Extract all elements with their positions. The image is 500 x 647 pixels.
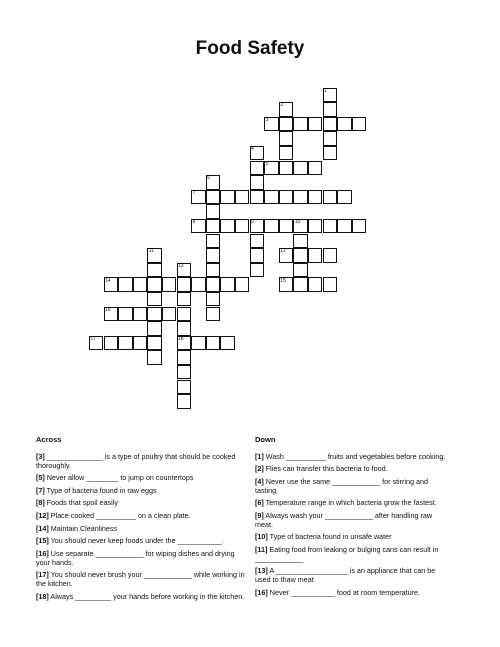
grid-cell[interactable] [279, 131, 294, 146]
grid-cell[interactable] [293, 117, 308, 132]
grid-cell[interactable] [177, 380, 192, 395]
clue-text: Flies can transfer this bacteria to food. [265, 464, 388, 474]
cell-number: 1 [324, 87, 327, 94]
grid-cell[interactable] [206, 248, 221, 263]
clue-number: [2] [255, 464, 264, 474]
grid-cell[interactable] [147, 263, 162, 278]
grid-cell[interactable] [352, 219, 367, 234]
grid-cell[interactable] [206, 190, 221, 205]
grid-cell[interactable] [308, 248, 323, 263]
cell-number: 14 [105, 277, 111, 284]
clue-text: Never ___________ food at room temperature. [269, 587, 421, 597]
grid-cell[interactable] [293, 234, 308, 249]
cell-number: 8 [192, 219, 196, 226]
clue-item [255, 465, 450, 474]
clue-text: Never allow ________ to jump on countertops [46, 473, 194, 483]
grid-cell[interactable] [220, 190, 235, 205]
clue-item [36, 499, 246, 508]
grid-cell[interactable] [177, 350, 192, 365]
clue-text: Always wash your ____________ after handling raw meat. [255, 510, 433, 529]
clue-text: You should never keep foods under the ___________. [50, 536, 224, 546]
grid-cell[interactable] [250, 190, 265, 205]
grid-cell[interactable] [206, 307, 221, 322]
clue-text: Maintain Cleanliness [50, 523, 118, 533]
grid-cell[interactable] [279, 219, 294, 234]
grid-cell[interactable] [250, 248, 265, 263]
clue-item [255, 499, 450, 508]
clue-number: [16] [255, 587, 268, 597]
clue-text: Place cooked __________ on a clean plate. [50, 510, 191, 520]
grid-cell[interactable] [293, 190, 308, 205]
clue-item [36, 487, 246, 496]
grid-cell[interactable] [337, 117, 352, 132]
grid-cell[interactable] [235, 190, 250, 205]
cell-number: 12 [280, 248, 286, 255]
clue-item [255, 567, 450, 585]
clue-item [36, 537, 246, 546]
clue-item [255, 453, 450, 462]
grid-cell[interactable] [308, 161, 323, 176]
clue-text: Foods that spoil easily [46, 498, 118, 508]
grid-cell[interactable] [250, 234, 265, 249]
clue-number: [7] [36, 485, 45, 495]
down-heading: Down [255, 435, 276, 444]
clue-item [255, 512, 450, 530]
clue-text: Eating food from leaking or bulging cans can result in ____________ [255, 544, 439, 563]
clue-item [255, 589, 450, 598]
clue-number: [11] [255, 544, 268, 554]
clue-item [255, 546, 450, 564]
grid-cell[interactable] [279, 190, 294, 205]
down-clue-list [255, 453, 450, 598]
clue-text: Type of bacteria found in raw eggs [46, 485, 157, 495]
grid-cell[interactable] [323, 190, 338, 205]
clue-item [36, 453, 246, 471]
grid-cell[interactable] [147, 321, 162, 336]
clue-item [255, 533, 450, 542]
clue-text: Temperature range in which bacteria grow the fastest. [265, 498, 437, 508]
grid-cell[interactable] [308, 117, 323, 132]
grid-cell[interactable] [133, 277, 148, 292]
grid-cell[interactable] [147, 307, 162, 322]
grid-cell[interactable] [323, 117, 338, 132]
grid-cell[interactable] [323, 277, 338, 292]
clue-text: Wash __________ fruits and vegetables before cooking. [265, 451, 446, 461]
clue-number: [13] [255, 566, 268, 576]
grid-cell[interactable] [293, 263, 308, 278]
grid-cell[interactable] [118, 336, 133, 351]
down-clues [255, 436, 450, 601]
cell-number: 2 [280, 102, 283, 109]
grid-cell[interactable] [133, 336, 148, 351]
clue-text: Always _________ your hands before working in the kitchen. [50, 591, 245, 601]
cell-number: 4 [251, 146, 254, 153]
clue-item [36, 550, 246, 568]
clue-number: [10] [255, 532, 268, 542]
clue-item [36, 593, 246, 602]
grid-cell[interactable] [323, 219, 338, 234]
cell-number: 13 [178, 262, 184, 269]
clue-text: A __________________ is an appliance that can be used to thaw meat [255, 566, 436, 585]
grid-cell[interactable] [293, 248, 308, 263]
clue-item [36, 474, 246, 483]
grid-cell[interactable] [147, 277, 162, 292]
grid-cell[interactable] [220, 219, 235, 234]
across-heading: Across [36, 435, 62, 444]
clue-number: [4] [255, 476, 264, 486]
cell-number: 17 [90, 335, 96, 342]
grid-cell[interactable] [308, 219, 323, 234]
clue-item [36, 571, 246, 589]
grid-cell[interactable] [177, 394, 192, 409]
grid-cell[interactable] [220, 336, 235, 351]
grid-cell[interactable] [133, 307, 148, 322]
grid-cell[interactable] [279, 161, 294, 176]
clue-number: [5] [36, 473, 45, 483]
grid-cell[interactable] [279, 146, 294, 161]
clue-number: [12] [36, 510, 49, 520]
clue-item [36, 512, 246, 521]
grid-cell[interactable] [220, 277, 235, 292]
grid-cell[interactable] [206, 263, 221, 278]
clue-text: Never use the same ____________ for stirring and tasting. [255, 476, 429, 495]
grid-cell[interactable] [323, 146, 338, 161]
grid-cell[interactable] [162, 307, 177, 322]
page-title: Food Safety [195, 38, 305, 59]
grid-cell[interactable] [118, 277, 133, 292]
clue-text: You should never brush your ____________ while working in the kitchen. [36, 570, 245, 588]
clue-item [36, 525, 246, 534]
grid-cell[interactable] [206, 277, 221, 292]
grid-cell[interactable] [235, 219, 250, 234]
cell-number: 11 [148, 248, 154, 255]
clue-number: [17] [36, 570, 49, 580]
clue-text: ______________ is a type of poultry that should be cooked thoroughly. [36, 451, 236, 470]
cell-number: 7 [192, 189, 196, 196]
grid-cell[interactable] [118, 307, 133, 322]
grid-cell[interactable] [323, 102, 338, 117]
across-clue-list [36, 453, 246, 602]
clue-item [255, 478, 450, 496]
clue-text: Type of bacteria found in unsafe water [269, 532, 392, 542]
grid-cell[interactable] [206, 234, 221, 249]
clue-number: [16] [36, 548, 49, 558]
clue-number: [14] [36, 523, 49, 533]
grid-cell[interactable] [177, 277, 192, 292]
grid-cell[interactable] [250, 175, 265, 190]
cell-number: 15 [280, 277, 286, 284]
grid-cell[interactable] [352, 117, 367, 132]
grid-cell[interactable] [323, 248, 338, 263]
grid-cell[interactable] [104, 336, 119, 351]
cell-number: 16 [105, 306, 111, 313]
grid-cell[interactable] [206, 292, 221, 307]
clue-number: [6] [255, 498, 264, 508]
clue-number: [1] [255, 451, 264, 461]
clue-number: [15] [36, 536, 49, 546]
grid-cell[interactable] [279, 117, 294, 132]
cell-number: 10 [294, 219, 301, 226]
grid-cell[interactable] [337, 190, 352, 205]
grid-cell[interactable] [177, 321, 192, 336]
grid-cell[interactable] [177, 365, 192, 380]
grid-cell[interactable] [206, 204, 221, 219]
clue-number: [8] [36, 498, 45, 508]
grid-cell[interactable] [250, 161, 265, 176]
clue-text: Use separate ____________ for wiping dishes and drying your hands. [36, 548, 235, 567]
cell-number: 9 [251, 219, 254, 226]
grid-cell[interactable] [177, 292, 192, 307]
cell-number: 18 [178, 335, 184, 342]
grid-cell[interactable] [337, 219, 352, 234]
clue-number: [18] [36, 591, 49, 601]
grid-cell[interactable] [147, 336, 162, 351]
grid-cell[interactable] [264, 219, 279, 234]
cell-number: 5 [265, 160, 269, 167]
grid-cell[interactable] [206, 336, 221, 351]
grid-cell[interactable] [235, 277, 250, 292]
grid-cell[interactable] [264, 190, 279, 205]
grid-cell[interactable] [147, 350, 162, 365]
grid-cell[interactable] [308, 190, 323, 205]
clue-number: [3] [36, 451, 45, 461]
grid-cell[interactable] [177, 307, 192, 322]
grid-cell[interactable] [147, 292, 162, 307]
grid-cell[interactable] [206, 219, 221, 234]
grid-cell[interactable] [323, 131, 338, 146]
grid-cell[interactable] [308, 277, 323, 292]
grid-cell[interactable] [191, 277, 206, 292]
grid-cell[interactable] [293, 277, 308, 292]
grid-cell[interactable] [293, 161, 308, 176]
grid-cell[interactable] [162, 277, 177, 292]
clue-number: [9] [255, 510, 264, 520]
across-clues [36, 436, 246, 605]
cell-number: 6 [207, 175, 210, 182]
cell-number: 3 [265, 116, 269, 123]
grid-cell[interactable] [191, 336, 206, 351]
grid-cell[interactable] [250, 263, 265, 278]
